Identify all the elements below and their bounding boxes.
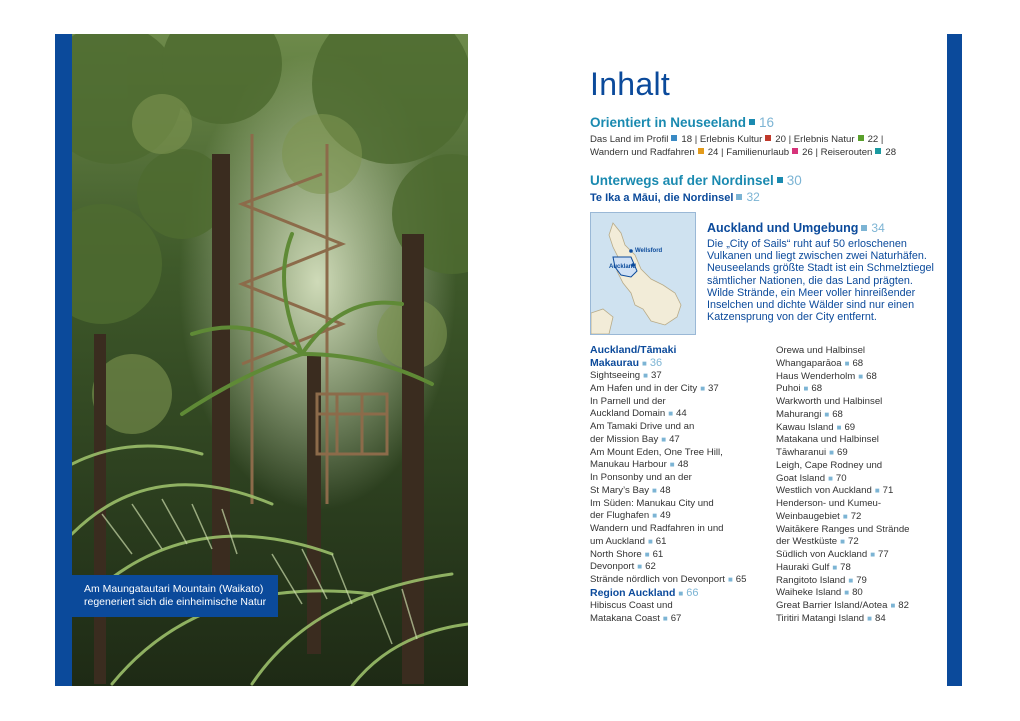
toc-subsection-nordinsel[interactable]: [590, 190, 760, 204]
toc-entry[interactable]: Reiserouten: [820, 147, 873, 158]
square-bullet-icon: [671, 135, 677, 141]
entry-text: Rangitoto Island: [776, 574, 846, 586]
entry-text: Im Süden: Manukau City und: [590, 497, 714, 509]
heading-line: Auckland/Tāmaki: [590, 344, 677, 356]
heading-page: 36: [649, 356, 663, 369]
entry-page: 44: [676, 408, 687, 420]
toc-entry[interactable]: [776, 498, 941, 524]
toc-entry[interactable]: Wandern und Radfahren: [590, 147, 695, 158]
entry-page: 69: [836, 447, 848, 458]
toc-entry[interactable]: [776, 460, 941, 486]
square-bullet-icon: ■: [644, 549, 650, 559]
entry-text: In Ponsonby und an der: [590, 472, 692, 483]
entry-text: Am Mount Eden, One Tree Hill,: [590, 446, 723, 458]
subsection-label: Te Ika a Māui, die Nordinsel: [590, 192, 734, 204]
region-map: [590, 212, 696, 335]
toc-entry[interactable]: [776, 613, 941, 626]
entry-page: 78: [840, 561, 851, 573]
entry-text: Kawau Island: [776, 421, 834, 433]
entry-page: 82: [898, 600, 909, 611]
entry-page: 47: [669, 433, 680, 445]
entry-text: Warkworth und Halbinsel: [776, 396, 883, 407]
entry-page: 61: [655, 535, 667, 547]
toc-page: 28: [885, 147, 897, 158]
toc-entry[interactable]: [776, 575, 941, 588]
entry-page: 37: [650, 370, 662, 381]
toc-page: 24: [707, 147, 719, 158]
entry-page: 77: [878, 549, 889, 560]
entry-text: um Auckland: [590, 535, 645, 547]
heading-line: Region Auckland: [590, 586, 676, 599]
toc-entry[interactable]: [590, 447, 765, 473]
entry-page: 68: [866, 370, 877, 382]
entry-text: St Mary’s Bay: [590, 484, 650, 496]
toc-page: 26: [802, 147, 813, 158]
toc-entry[interactable]: [776, 600, 941, 613]
entry-text: Leigh, Cape Rodney und: [776, 459, 883, 471]
toc-column-right: [776, 345, 941, 626]
square-bullet-icon: ■: [652, 485, 657, 495]
entry-page: 65: [735, 574, 747, 585]
entry-text: Henderson- und Kumeu-: [776, 498, 882, 509]
toc-entry[interactable]: Erlebnis Natur: [793, 134, 855, 145]
square-bullet-icon: [765, 135, 771, 141]
square-bullet-icon: [698, 148, 704, 154]
toc-entries-region: [590, 600, 765, 626]
toc-entries-left: [590, 370, 765, 587]
square-bullet-icon: ■: [848, 575, 854, 585]
entry-page: 68: [811, 383, 823, 395]
description-line: Wilde Strände, ein Meer voller hinreißender: [707, 286, 916, 299]
toc-entry[interactable]: [590, 549, 765, 562]
entry-page: 79: [856, 574, 867, 586]
entry-text: Mahurangi: [776, 408, 822, 420]
description-line: Katzensprung von der City entfernt.: [707, 311, 877, 324]
description-line: Neuseelands größte Stadt ist ein Schmelztiegel: [707, 262, 934, 275]
toc-entry[interactable]: [776, 549, 941, 562]
description-line: Inselchen und dichte Wälder sind nur einen: [707, 299, 915, 312]
entry-text: Waitākere Ranges und Strände: [776, 523, 910, 535]
toc-entry[interactable]: [776, 562, 941, 575]
square-bullet-icon: ■: [661, 434, 667, 444]
square-bullet-icon: ■: [870, 550, 876, 559]
square-bullet-icon: ■: [727, 575, 733, 584]
toc-entry[interactable]: [590, 472, 765, 498]
heading-line: Makaurau: [590, 356, 640, 369]
entry-text: Matakana Coast: [590, 613, 660, 624]
toc-entry[interactable]: [776, 383, 941, 396]
heading-page: 66: [686, 586, 699, 599]
entry-text: Great Barrier Island/Aotea: [776, 600, 888, 611]
toc-page: 18: [681, 134, 693, 145]
square-bullet-icon: [861, 225, 867, 231]
entry-text: Weinbaugebiet: [776, 510, 840, 522]
square-bullet-icon: [858, 135, 864, 141]
square-bullet-icon: ■: [867, 613, 872, 623]
square-bullet-icon: ■: [643, 371, 648, 380]
entry-text: Waiheke Island: [776, 587, 842, 599]
section-page: 34: [871, 221, 885, 235]
entry-text: Goat Island: [776, 472, 826, 484]
square-bullet-icon: ■: [890, 601, 896, 610]
left-accent-bar: [55, 34, 72, 686]
square-bullet-icon: [749, 119, 755, 125]
square-bullet-icon: ■: [700, 383, 706, 393]
square-bullet-icon: ■: [803, 384, 809, 394]
toc-entry[interactable]: Erlebnis Kultur: [699, 134, 763, 145]
entry-text: Devonport: [590, 561, 635, 573]
toc-section-auckland[interactable]: [707, 221, 885, 235]
toc-entry[interactable]: [590, 498, 765, 524]
description-line: sämtlicher Nationen, die das Land prägten.: [707, 274, 913, 287]
entry-text: Tiritiri Matangi Island: [776, 612, 865, 624]
square-bullet-icon: ■: [874, 486, 880, 496]
toc-entry[interactable]: [590, 383, 765, 396]
toc-entry[interactable]: [776, 587, 941, 600]
map-label-auckland: Auckland: [609, 264, 637, 270]
entry-page: 37: [708, 382, 719, 394]
square-bullet-icon: ■: [844, 358, 850, 368]
toc-subline-1: Das Land im Profil 18 | Erlebnis Kultur 20 | Erlebnis Natur 22 |: [590, 134, 884, 145]
toc-section-orientiert[interactable]: [590, 115, 774, 130]
toc-section-nordinsel[interactable]: [590, 173, 802, 188]
square-bullet-icon: ■: [652, 511, 658, 521]
section-page: 16: [759, 115, 775, 130]
toc-entry[interactable]: [776, 371, 941, 384]
page-title: Inhalt: [590, 66, 671, 102]
entry-text: Matakana und Halbinsel: [776, 434, 879, 446]
toc-entry[interactable]: [776, 485, 941, 498]
entry-page: 72: [850, 510, 862, 522]
toc-subline-2: Wandern und Radfahren 24 | Familienurlaub 26 | Reiserouten 28: [590, 147, 897, 158]
toc-page: 22: [867, 134, 879, 145]
square-bullet-icon: [736, 194, 742, 200]
toc-entry[interactable]: [590, 600, 765, 626]
toc-entry[interactable]: [590, 561, 765, 574]
toc-entry[interactable]: Das Land im Profil: [590, 134, 669, 145]
entry-text: Südlich von Auckland: [776, 549, 868, 560]
entry-text: Hibiscus Coast und: [590, 600, 673, 612]
toc-entry[interactable]: [590, 574, 765, 587]
section-label: Auckland und Umgebung: [707, 221, 859, 235]
entry-page: 61: [652, 548, 664, 560]
entry-text: der Mission Bay: [590, 433, 659, 445]
square-bullet-icon: ■: [858, 371, 864, 381]
entry-text: In Parnell und der: [590, 395, 666, 407]
entry-text: Whangaparāoa: [776, 357, 842, 369]
entry-text: Auckland Domain: [590, 408, 666, 420]
caption-line-2: regeneriert sich die einheimische Natur: [84, 596, 267, 608]
entry-page: 68: [832, 408, 843, 420]
toc-column-left: [590, 344, 765, 626]
square-bullet-icon: [875, 148, 881, 154]
entry-page: 62: [645, 561, 656, 573]
entry-text: Wandern und Radfahren in und: [590, 523, 724, 534]
entry-page: 84: [875, 612, 886, 624]
square-bullet-icon: ■: [836, 422, 842, 432]
entry-page: 67: [670, 613, 682, 624]
square-bullet-icon: ■: [824, 409, 830, 419]
entry-page: 48: [659, 484, 671, 496]
toc-entries-right: [776, 345, 941, 626]
toc-entry[interactable]: [590, 523, 765, 549]
square-bullet-icon: [777, 177, 783, 183]
subsection-page: 32: [746, 190, 760, 204]
toc-heading-auckland-tamaki[interactable]: [590, 344, 765, 370]
toc-page: 20: [775, 134, 786, 145]
section-label: Orientiert in Neuseeland: [590, 115, 747, 130]
entry-text: Hauraki Gulf: [776, 561, 830, 573]
entry-text: Am Tamaki Drive und an: [590, 421, 695, 432]
entry-text: Haus Wenderholm: [776, 370, 856, 382]
entry-page: 48: [677, 459, 689, 471]
entry-page: 68: [852, 357, 864, 369]
toc-entry[interactable]: [776, 434, 941, 460]
entry-text: Tāwharanui: [776, 447, 827, 458]
entry-text: Strände nördlich von Devonport: [590, 574, 725, 585]
square-bullet-icon: [792, 148, 798, 154]
photo-caption: [72, 575, 278, 617]
entry-text: Manukau Harbour: [590, 459, 667, 471]
section-label: Unterwegs auf der Nordinsel: [590, 173, 774, 188]
entry-text: Am Hafen und in der City: [590, 382, 698, 394]
square-bullet-icon: ■: [844, 588, 850, 598]
entry-text: North Shore: [590, 548, 642, 560]
caption-line-1: Am Maungatautari Mountain (Waikato): [84, 583, 264, 595]
square-bullet-icon: ■: [678, 588, 684, 598]
toc-entry[interactable]: [776, 396, 941, 422]
auckland-description: [707, 238, 937, 323]
entry-text: Orewa und Halbinsel: [776, 345, 866, 356]
square-bullet-icon: ■: [669, 460, 675, 470]
toc-entry[interactable]: [590, 370, 765, 383]
entry-text: der Westküste: [776, 536, 838, 548]
square-bullet-icon: ■: [662, 614, 668, 623]
toc-entry[interactable]: [776, 422, 941, 435]
square-bullet-icon: ■: [842, 511, 848, 521]
right-accent-bar: [947, 34, 962, 686]
entry-text: der Flughafen: [590, 510, 650, 522]
square-bullet-icon: ■: [840, 537, 845, 547]
toc-entry[interactable]: [776, 345, 941, 371]
entry-text: Westlich von Auckland: [776, 485, 872, 497]
entry-page: 70: [835, 472, 847, 484]
square-bullet-icon: ■: [647, 536, 653, 546]
toc-entry[interactable]: [776, 524, 941, 550]
entry-page: 71: [882, 485, 894, 497]
toc-entry[interactable]: [590, 396, 765, 422]
square-bullet-icon: ■: [668, 409, 674, 419]
entry-page: 49: [660, 510, 671, 522]
entry-page: 69: [844, 421, 856, 433]
square-bullet-icon: ■: [829, 448, 834, 457]
section-page: 30: [786, 173, 802, 188]
entry-text: Puhoi: [776, 383, 801, 395]
entry-page: 80: [852, 587, 863, 599]
toc-entry[interactable]: Familienurlaub: [726, 147, 790, 158]
toc-heading-region-auckland[interactable]: [590, 587, 765, 601]
map-label-wellsford: Wellsford: [635, 248, 663, 254]
square-bullet-icon: ■: [832, 562, 838, 572]
description-line: Vulkanen und liegt zwischen zwei Naturhäfen.: [707, 250, 927, 263]
entry-text: Sightseeing: [590, 370, 641, 381]
square-bullet-icon: ■: [828, 473, 833, 483]
square-bullet-icon: ■: [642, 358, 647, 368]
entry-page: 72: [848, 536, 859, 548]
description-line: Die „City of Sails“ ruht auf 50 erloschenen: [707, 238, 907, 250]
square-bullet-icon: ■: [637, 562, 643, 572]
toc-entry[interactable]: [590, 421, 765, 447]
